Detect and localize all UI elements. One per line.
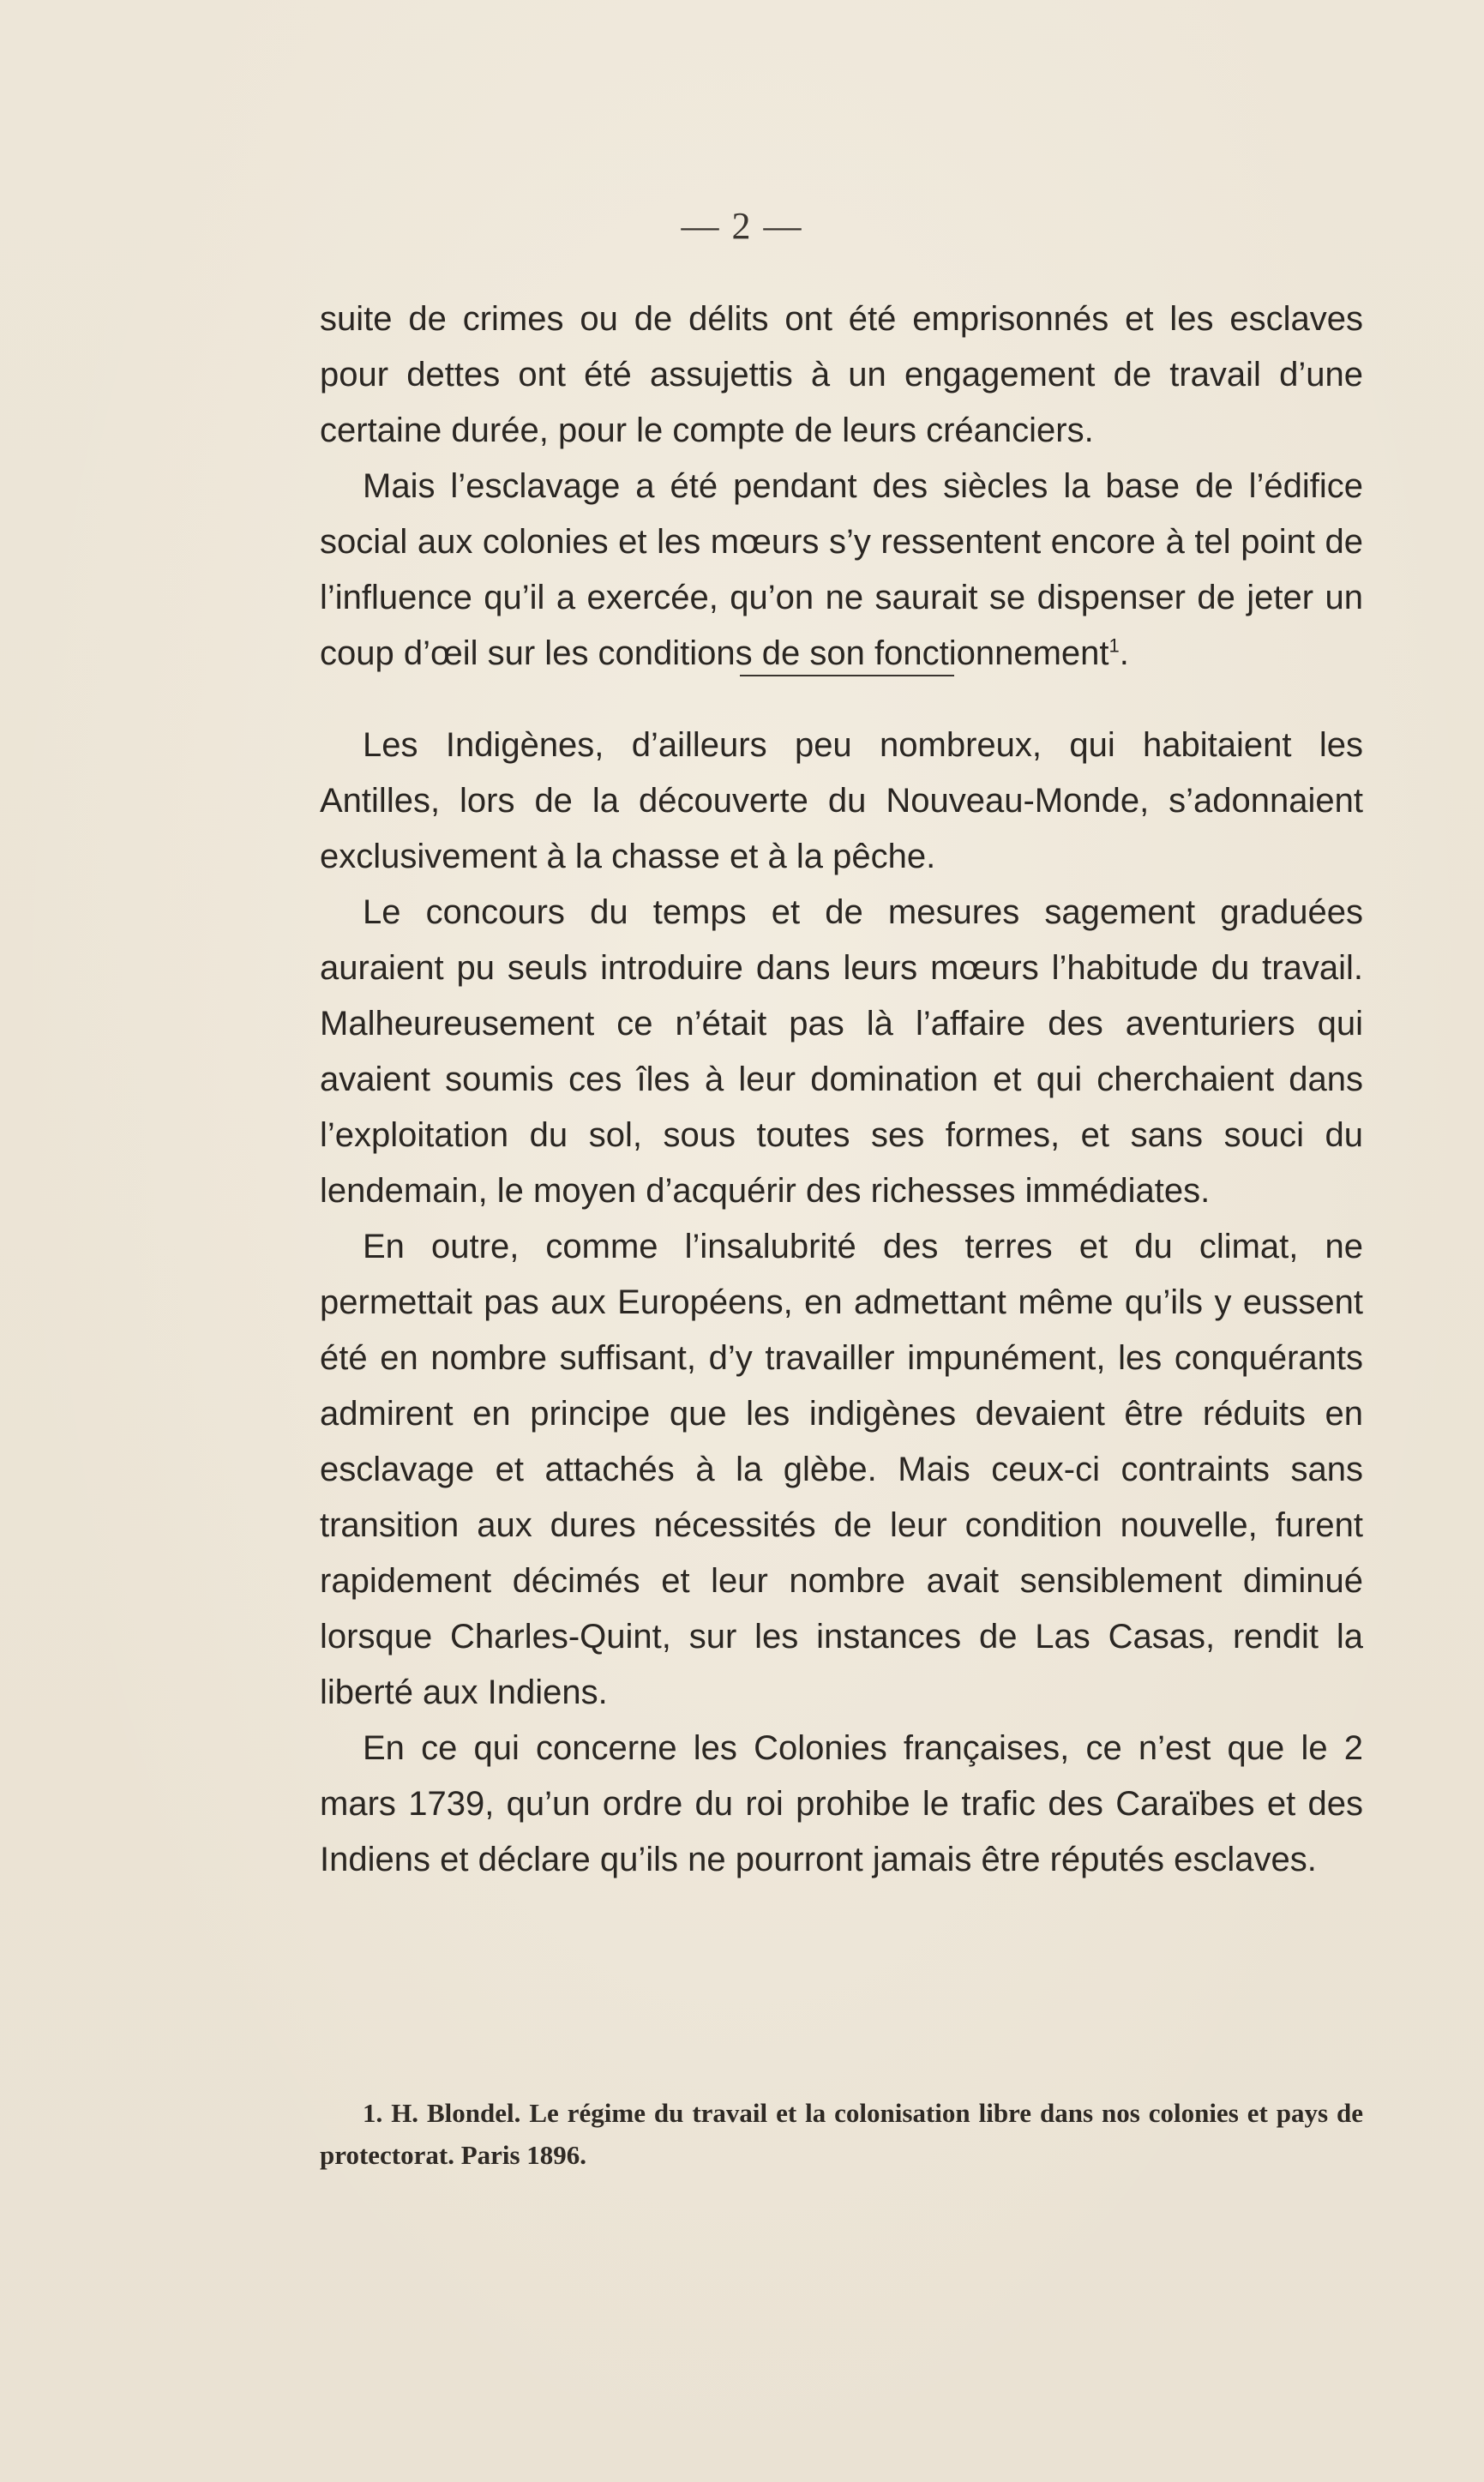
paragraph-1: suite de crimes ou de délits ont été emprisonnés et les esclaves pour dettes ont été assujettis à un engagement de travail d’une certaine durée, pour le compte de leurs créanciers.	[320, 300, 1363, 449]
paragraph-2-tail: .	[1119, 634, 1129, 672]
paragraph-2-text: Mais l’esclavage a été pendant des siècles la base de l’édifice social aux colonies et les mœurs s’y ressentent encore à tel point de l’influence qu’il a exercée, qu’on ne saurait se dispenser de jeter un coup d’œil sur les conditions de son fonctionnement	[320, 467, 1363, 672]
paragraph-2	[320, 459, 1363, 682]
paragraph-3: Les Indigènes, d’ailleurs peu nombreux, qui habitaient les Antilles, lors de la découverte du Nouveau-Monde, s’adonnaient exclusivement à la chasse et à la pêche.	[320, 726, 1363, 875]
page-number: — 2 —	[681, 205, 803, 247]
body-text	[320, 291, 1363, 1888]
footnote-reference: 1	[1108, 634, 1120, 657]
paragraph-6: En ce qui concerne les Colonies françaises, ce n’est que le 2 mars 1739, qu’un ordre du roi prohibe le trafic des Caraïbes et des Indiens et déclare qu’ils ne pourront jamais être réputés esclaves.	[320, 1729, 1363, 1878]
paragraph-4: Le concours du temps et de mesures sagement graduées auraient pu seuls introduire dans leurs mœurs l’habitude du travail. Malheureusement ce n’était pas là l’affaire des aventuriers qui avaient soumis ces îles à leur domination et qui cherchaient dans l’exploitation du sol, sous toutes ses formes, et sans souci du lendemain, le moyen d’acquérir des richesses immédiates.	[320, 893, 1363, 1210]
paragraph-5: En outre, comme l’insalubrité des terres et du climat, ne permettait pas aux Européens, en admettant même qu’ils y eussent été en nombre suffisant, d’y travailler impunément, les conquérants admirent en principe que les indigènes devaient être réduits en esclavage et attachés à la glèbe. Mais ceux-ci contraints sans transition aux dures nécessités de leur condition nouvelle, furent rapidement décimés et leur nombre avait sensiblement diminué lorsque Charles-Quint, sur les instances de Las Casas, rendit la liberté aux Indiens.	[320, 1228, 1363, 1711]
footnote: 1. H. Blondel. Le régime du travail et la colonisation libre dans nos colonies et pays de protectorat. Paris 1896.	[320, 2098, 1363, 2170]
section-spacer	[320, 683, 1363, 718]
section-divider	[740, 675, 954, 676]
